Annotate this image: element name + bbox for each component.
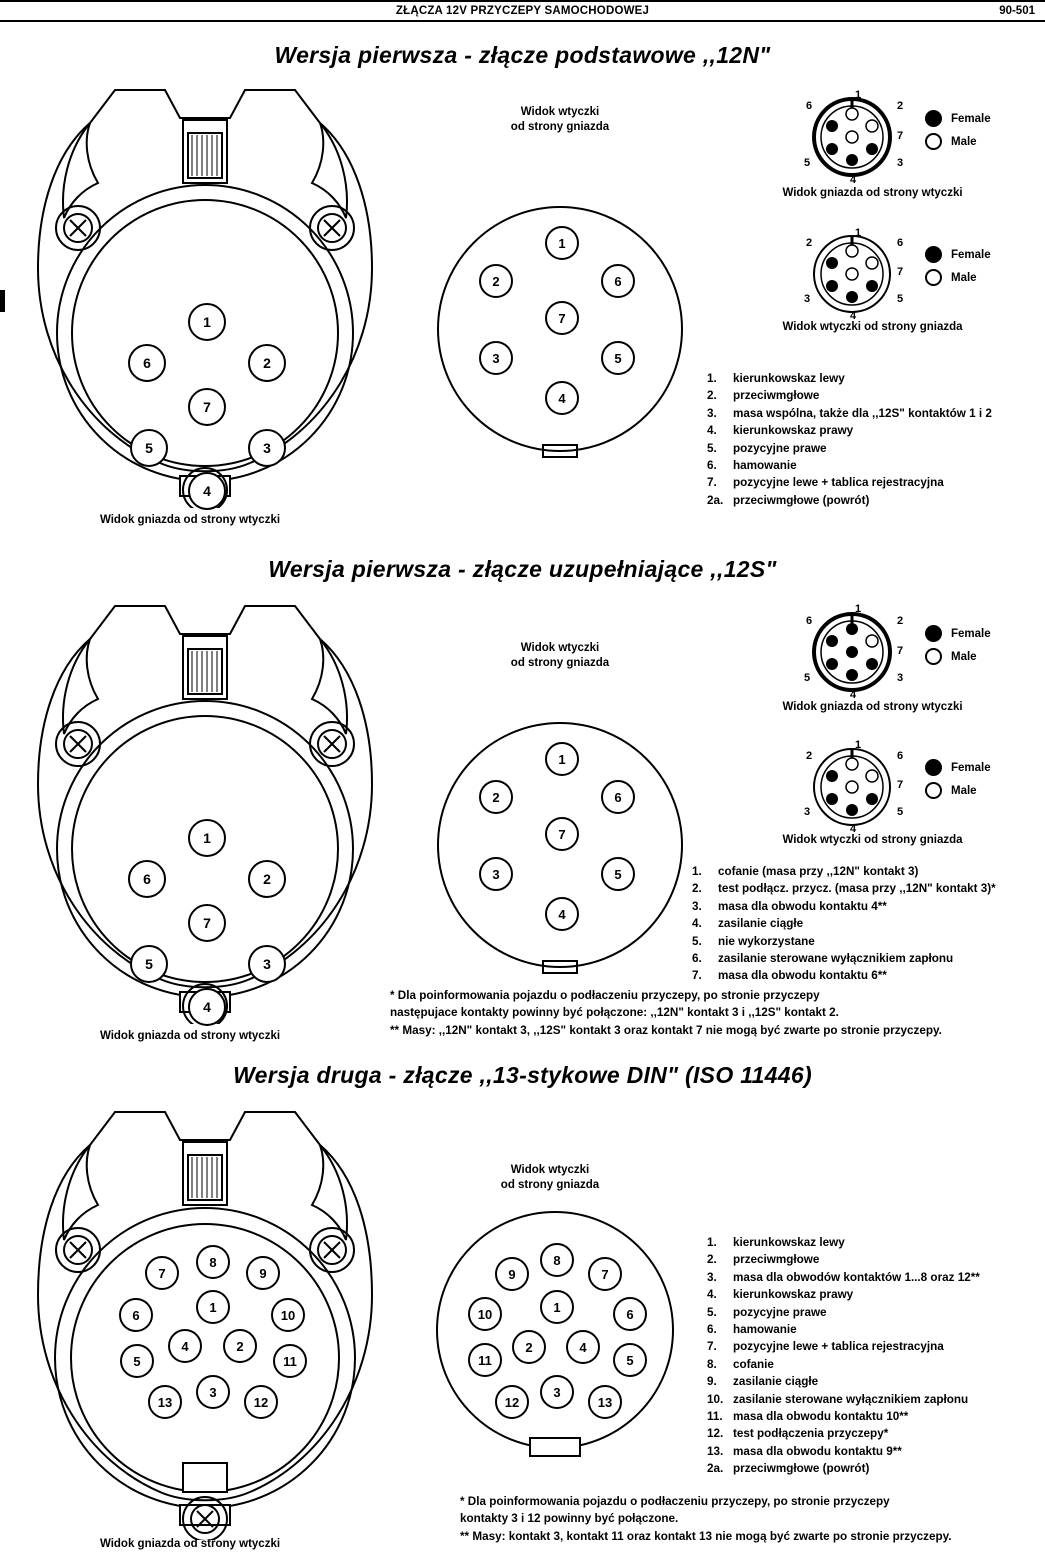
male-dot-icon [925, 269, 942, 286]
legend-item [707, 440, 1037, 457]
legend-item [692, 915, 1042, 932]
legend-key-12s-1 [925, 625, 991, 671]
socket-pin: 10 [271, 1298, 305, 1332]
legend-item [707, 492, 1037, 509]
legend-key-12n-1 [925, 110, 991, 156]
legend-text: kierunkowskaz prawy [733, 424, 854, 438]
socket-pin: 7 [145, 1256, 179, 1290]
legend-text: masa dla obwodów kontaktów 1...8 oraz 12** [733, 1270, 980, 1284]
legend-num: 1. [692, 865, 702, 878]
mini-socket-diagram-12n [810, 95, 894, 184]
key-male-label: Male [951, 650, 977, 663]
note-line: * Dla poinformowania pojazdu o podłaczeniu przyczepy, po stronie przyczepy [460, 1495, 890, 1508]
legend-item [707, 457, 1037, 474]
female-dot-icon [925, 625, 942, 642]
mini-label: 1 [855, 739, 862, 751]
socket-pin: 2 [248, 860, 286, 898]
key-male-label: Male [951, 784, 977, 797]
legend-item [707, 1234, 1042, 1251]
plug-pin: 2 [479, 264, 513, 298]
notes-13pin [460, 1493, 1040, 1545]
legend-text: przeciwmgłowe (powrót) [733, 1462, 870, 1476]
socket-pin: 2 [248, 344, 286, 382]
mini1-caption-12s: Widok gniazda od strony wtyczki [782, 701, 963, 713]
socket-pin: 1 [196, 1290, 230, 1324]
legend-item [707, 387, 1037, 404]
mini-label: 3 [897, 672, 904, 684]
socket-pin: 5 [120, 1344, 154, 1378]
plug-pin: 3 [479, 857, 513, 891]
legend-num: 4. [692, 917, 702, 931]
socket-pin: 8 [196, 1245, 230, 1279]
socket-pin: 12 [244, 1385, 278, 1419]
plug-pin: 13 [588, 1385, 622, 1419]
plug-pin: 12 [495, 1385, 529, 1419]
legend-num: 2. [692, 882, 702, 896]
key-female-label: Female [951, 112, 991, 125]
legend-item [692, 863, 1042, 880]
plug-pin: 1 [540, 1290, 574, 1324]
socket-pin: 7 [188, 388, 226, 426]
legend-item [707, 1286, 1042, 1303]
legend-text: przeciwmgłowe (powrót) [733, 493, 870, 507]
legend-num: 8. [707, 1357, 717, 1371]
mini-label: 3 [804, 806, 811, 818]
socket-drawing-12s [20, 594, 390, 1024]
header-title: ZŁĄCZA 12V PRZYCZEPY SAMOCHODOWEJ [395, 5, 650, 17]
legend-num: 5. [707, 1305, 717, 1319]
socket-caption-13pin: Widok gniazda od strony wtyczki [99, 1538, 281, 1550]
mini-label: 1 [855, 227, 862, 239]
socket-pin: 1 [188, 303, 226, 341]
legend-text: masa dla obwodu kontaktu 9** [733, 1444, 902, 1458]
legend-text: zasilanie sterowane wyłącznikiem zapłonu [718, 952, 954, 966]
mini-label: 3 [897, 157, 904, 169]
socket-pin: 3 [248, 945, 286, 983]
socket-caption-12s: Widok gniazda od strony wtyczki [99, 1030, 281, 1042]
legend-text: test podłącz. przycz. (masa przy ,,12N" kontakt 3)* [718, 882, 996, 896]
legend-item [692, 950, 1042, 967]
socket-pin: 2 [223, 1329, 257, 1363]
female-dot-icon [925, 110, 942, 127]
plug-caption-line1-12s: Widok wtyczki [520, 642, 600, 654]
mini-label: 7 [897, 779, 904, 791]
legend-num: 5. [707, 441, 717, 455]
male-dot-icon [925, 782, 942, 799]
socket-pin: 5 [130, 429, 168, 467]
legend-num: 2. [707, 389, 717, 403]
legend-text: hamowanie [733, 459, 797, 473]
section-title-13pin: Wersja druga - złącze ,,13-stykowe DIN" (ISO 11446) [233, 1062, 812, 1088]
legend-text: cofanie [733, 1357, 774, 1371]
mini1-caption-12n: Widok gniazda od strony wtyczki [782, 187, 963, 199]
legend-num: 10. [707, 1392, 724, 1406]
legend-item [707, 405, 1037, 422]
legend-num: 11. [707, 1410, 723, 1424]
header-code: 90-501 [999, 5, 1035, 17]
socket-pin: 6 [119, 1298, 153, 1332]
plug-caption-line2-12n: od strony gniazda [510, 121, 610, 133]
plug-pin: 7 [588, 1257, 622, 1291]
legend-num: 1. [707, 372, 717, 385]
socket-pin: 6 [128, 860, 166, 898]
left-margin-marker [0, 290, 5, 312]
legend-item [707, 1460, 1042, 1477]
mini-label: 5 [897, 293, 904, 305]
plug-pin: 3 [479, 341, 513, 375]
socket-pin: 11 [273, 1344, 307, 1378]
legend-num: 2a. [707, 493, 724, 507]
legend-item [707, 474, 1037, 491]
socket-pin: 6 [128, 344, 166, 382]
legend-text: kierunkowskaz lewy [733, 372, 845, 385]
mini-label: 7 [897, 266, 904, 278]
socket-drawing-12n [20, 78, 390, 508]
legend-num: 12. [707, 1427, 724, 1441]
legend-num: 13. [707, 1444, 724, 1458]
legend-num: 6. [707, 459, 717, 473]
plug-pin: 7 [545, 817, 579, 851]
mini-label: 2 [897, 615, 904, 627]
legend-item [707, 1373, 1042, 1390]
mini-label: 2 [806, 750, 813, 762]
plug-pin: 4 [545, 381, 579, 415]
legend-key-12s-2 [925, 759, 991, 805]
plug-pin: 10 [468, 1297, 502, 1331]
legend-list-12s [692, 863, 1042, 985]
socket-pin: 5 [130, 945, 168, 983]
mini-label: 4 [850, 174, 857, 186]
mini2-caption-12n: Widok wtyczki od strony gniazda [782, 321, 963, 333]
legend-num: 7. [692, 969, 702, 983]
legend-item [692, 967, 1042, 984]
legend-num: 4. [707, 1288, 717, 1302]
legend-text: cofanie (masa przy ,,12N" kontakt 3) [718, 865, 919, 878]
plug-pin: 6 [613, 1297, 647, 1331]
mini-label: 6 [806, 100, 813, 112]
socket-pin: 3 [196, 1375, 230, 1409]
note-line: następujace kontakty powinny być połączone: ,,12N" kontakt 3 i ,,12S" kontakt 2. [390, 1006, 839, 1020]
legend-num: 3. [692, 899, 702, 913]
mini-label: 5 [897, 806, 904, 818]
mini-label: 1 [855, 89, 862, 101]
mini-label: 4 [850, 689, 857, 701]
legend-item [707, 1391, 1042, 1408]
legend-item [707, 422, 1037, 439]
male-dot-icon [925, 648, 942, 665]
legend-num: 6. [707, 1323, 717, 1337]
plug-pin: 2 [479, 780, 513, 814]
legend-text: nie wykorzystane [718, 934, 815, 948]
male-dot-icon [925, 133, 942, 150]
mini-plug-diagram-12s [810, 745, 894, 834]
plug-caption-line1-12n: Widok wtyczki [520, 106, 600, 118]
legend-item [707, 1269, 1042, 1286]
legend-num: 1. [707, 1236, 717, 1249]
legend-item [707, 1338, 1042, 1355]
legend-text: pozycyjne lewe + tablica rejestracyjna [733, 1340, 944, 1354]
mini-label: 6 [806, 615, 813, 627]
mini-label: 3 [804, 293, 811, 305]
legend-num: 6. [692, 952, 702, 966]
page-header [0, 0, 1045, 22]
legend-num: 9. [707, 1375, 717, 1389]
legend-text: hamowanie [733, 1323, 797, 1337]
key-female-label: Female [951, 248, 991, 261]
plug-pin: 4 [566, 1330, 600, 1364]
socket-pin: 4 [188, 472, 226, 510]
plug-caption-line2-12s: od strony gniazda [510, 657, 610, 669]
key-female-label: Female [951, 627, 991, 640]
legend-text: pozycyjne prawe [733, 441, 827, 455]
mini2-caption-12s: Widok wtyczki od strony gniazda [782, 834, 963, 846]
socket-pin: 13 [148, 1385, 182, 1419]
legend-num: 7. [707, 1340, 717, 1354]
legend-item [707, 1304, 1042, 1321]
mini-label: 7 [897, 645, 904, 657]
key-male-label: Male [951, 135, 977, 148]
legend-text: zasilanie ciągłe [733, 1375, 819, 1389]
legend-text: test podłączenia przyczepy* [733, 1427, 889, 1441]
section-title-12n: Wersja pierwsza - złącze podstawowe ,,12N" [274, 42, 771, 68]
legend-num: 4. [707, 424, 717, 438]
plug-caption-line1-13pin: Widok wtyczki [510, 1164, 590, 1176]
legend-item [692, 880, 1042, 897]
mini-socket-diagram-12s [810, 610, 894, 699]
legend-num: 2. [707, 1253, 717, 1267]
section-title-12s: Wersja pierwsza - złącze uzupełniające ,,12S" [268, 556, 777, 582]
legend-key-12n-2 [925, 246, 991, 292]
mini-label: 7 [897, 130, 904, 142]
mini-label: 5 [804, 672, 811, 684]
legend-item [707, 370, 1037, 387]
legend-text: pozycyjne lewe + tablica rejestracyjna [733, 476, 944, 490]
plug-pin: 1 [545, 742, 579, 776]
female-dot-icon [925, 759, 942, 776]
plug-pin: 4 [545, 897, 579, 931]
legend-item [707, 1356, 1042, 1373]
mini-label: 5 [804, 157, 811, 169]
mini-label: 2 [806, 237, 813, 249]
mini-label: 6 [897, 750, 904, 762]
plug-pin: 5 [601, 857, 635, 891]
legend-num: 3. [707, 406, 717, 420]
plug-pin: 2 [512, 1330, 546, 1364]
legend-num: 3. [707, 1270, 717, 1284]
plug-pin: 5 [601, 341, 635, 375]
mini-plug-diagram-12n [810, 232, 894, 321]
mini-label: 4 [850, 823, 857, 835]
legend-text: przeciwmgłowe [733, 1253, 820, 1267]
note-line: kontakty 3 i 12 powinny być połączone. [460, 1512, 679, 1526]
plug-pin: 8 [540, 1243, 574, 1277]
plug-pin: 11 [468, 1343, 502, 1377]
legend-item [707, 1425, 1042, 1442]
note-line: * Dla poinformowania pojazdu o podłaczeniu przyczepy, po stronie przyczepy [390, 989, 820, 1002]
legend-text: pozycyjne prawe [733, 1305, 827, 1319]
plug-pin: 7 [545, 301, 579, 335]
mini-label: 2 [897, 100, 904, 112]
socket-pin: 3 [248, 429, 286, 467]
legend-item [707, 1251, 1042, 1268]
socket-pin: 7 [188, 904, 226, 942]
plug-pin: 6 [601, 264, 635, 298]
plug-pin: 3 [540, 1375, 574, 1409]
plug-pin: 9 [495, 1257, 529, 1291]
socket-pin: 4 [188, 988, 226, 1026]
legend-item [707, 1408, 1042, 1425]
legend-item [692, 933, 1042, 950]
legend-text: masa wspólna, także dla ,,12S" kontaktów 1 i 2 [733, 406, 992, 420]
legend-text: zasilanie ciągłe [718, 917, 804, 931]
legend-item [692, 898, 1042, 915]
socket-pin: 9 [246, 1256, 280, 1290]
plug-pin: 6 [601, 780, 635, 814]
legend-text: przeciwmgłowe [733, 389, 820, 403]
notes-12s [390, 987, 1040, 1039]
legend-text: zasilanie sterowane wyłącznikiem zapłonu [733, 1392, 969, 1406]
legend-num: 2a. [707, 1462, 724, 1476]
legend-item [707, 1443, 1042, 1460]
note-line: ** Masy: ,,12N" kontakt 3, ,,12S" kontakt 3 oraz kontakt 7 nie mogą być zwarte po stronie przyczepy. [390, 1023, 942, 1037]
key-male-label: Male [951, 271, 977, 284]
mini-label: 6 [897, 237, 904, 249]
legend-list-12n [707, 370, 1037, 509]
legend-text: masa dla obwodu kontaktu 10** [733, 1410, 909, 1424]
legend-text: kierunkowskaz prawy [733, 1288, 854, 1302]
socket-pin: 4 [168, 1329, 202, 1363]
legend-item [707, 1321, 1042, 1338]
key-female-label: Female [951, 761, 991, 774]
plug-caption-line2-13pin: od strony gniazda [500, 1179, 600, 1191]
legend-text: masa dla obwodu kontaktu 6** [718, 969, 887, 983]
female-dot-icon [925, 246, 942, 263]
plug-pin: 1 [545, 226, 579, 260]
mini-label: 4 [850, 310, 857, 322]
legend-num: 7. [707, 476, 717, 490]
legend-list-13pin [707, 1234, 1042, 1478]
socket-caption-12n: Widok gniazda od strony wtyczki [99, 514, 281, 526]
legend-text: kierunkowskaz lewy [733, 1236, 845, 1249]
legend-text: masa dla obwodu kontaktu 4** [718, 899, 887, 913]
note-line: ** Masy: kontakt 3, kontakt 11 oraz kontakt 13 nie mogą być zwarte po stronie przyczepy. [460, 1529, 952, 1543]
socket-pin: 1 [188, 819, 226, 857]
mini-label: 1 [855, 603, 862, 615]
plug-pin: 5 [613, 1343, 647, 1377]
legend-num: 5. [692, 934, 702, 948]
